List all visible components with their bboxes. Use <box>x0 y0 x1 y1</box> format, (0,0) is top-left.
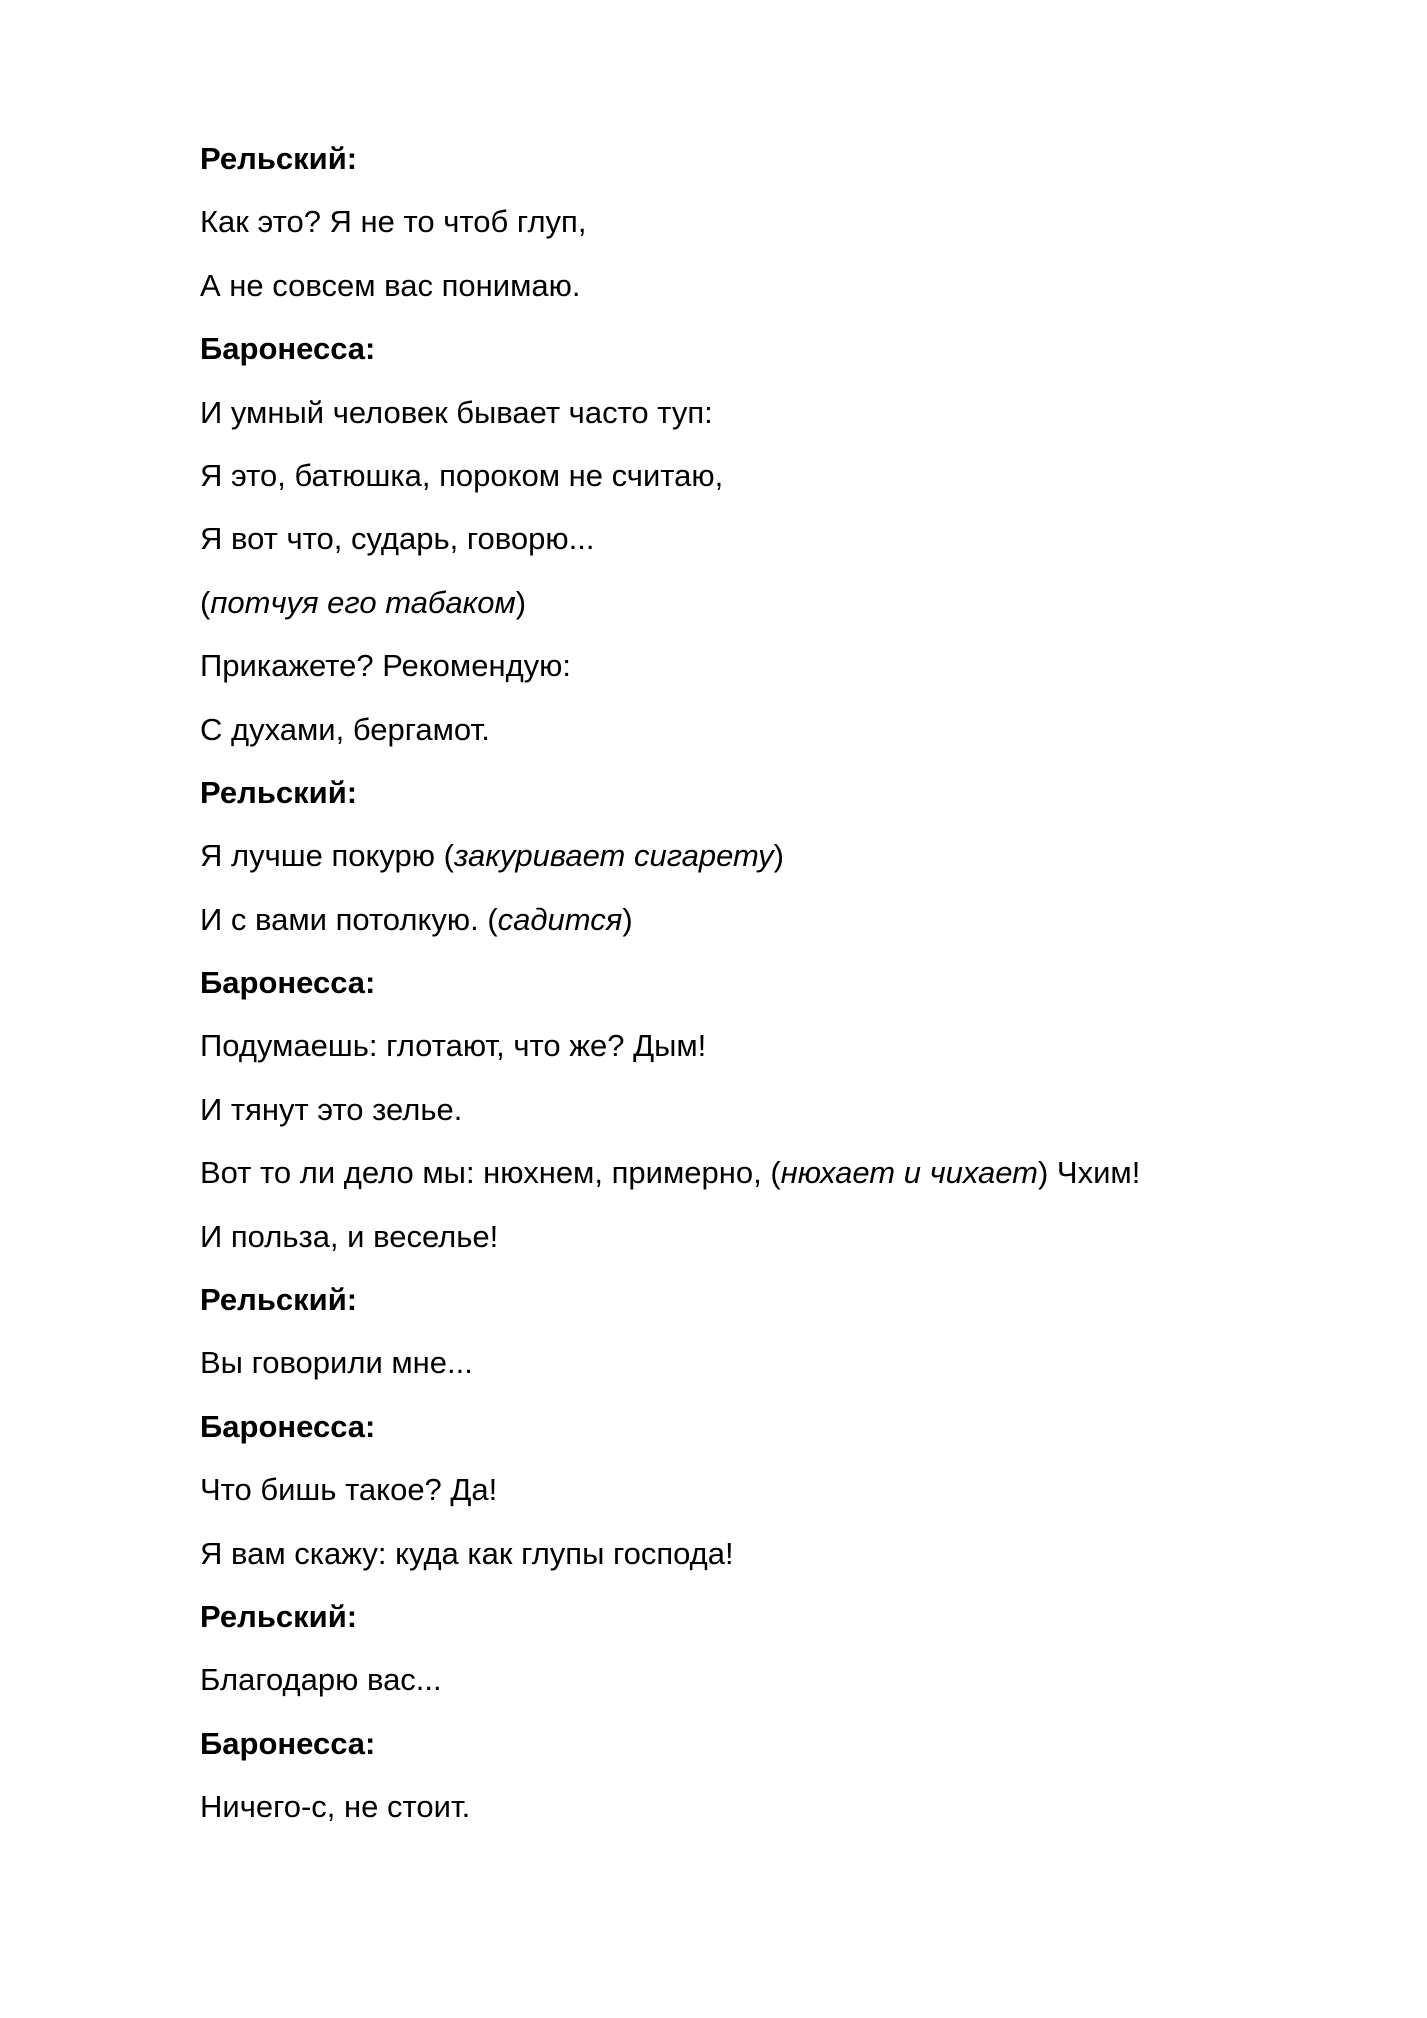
stage-direction-text: потчуя его табаком <box>210 584 516 620</box>
text-segment: Баронесса: <box>200 331 376 367</box>
text-segment: Подумаешь: глотают, что же? Дым! <box>200 1028 707 1064</box>
text-segment: Рельский: <box>200 1282 358 1318</box>
text-segment: А не совсем вас понимаю. <box>200 267 581 303</box>
speaker-label <box>200 127 1280 190</box>
dialogue-line <box>200 1648 1280 1711</box>
text-segment: Я это, батюшка, пороком не считаю, <box>200 457 724 493</box>
dialogue-line <box>200 507 1280 570</box>
text-segment: Рельский: <box>200 774 358 810</box>
text-segment: Я лучше покурю ( <box>200 838 454 874</box>
dialogue-line <box>200 1458 1280 1521</box>
speaker-label <box>200 1395 1280 1458</box>
stage-direction-text: садится <box>497 901 623 937</box>
dialogue-line <box>200 698 1280 761</box>
speaker-label <box>200 951 1280 1014</box>
dialogue-line <box>200 381 1280 444</box>
text-segment: Баронесса: <box>200 1408 376 1444</box>
text-segment: Как это? Я не то чтоб глуп, <box>200 204 587 240</box>
dialogue-line <box>200 1014 1280 1077</box>
text-segment: Я вам скажу: куда как глупы господа! <box>200 1535 734 1571</box>
text-segment: Рельский: <box>200 1598 358 1634</box>
text-segment: Рельский: <box>200 141 358 176</box>
dialogue-line <box>200 254 1280 317</box>
speaker-label <box>200 761 1280 824</box>
text-segment: ) <box>515 584 527 620</box>
text-segment: И умный человек бывает часто туп: <box>200 394 713 430</box>
dialogue-line <box>200 634 1280 697</box>
dialogue-line <box>200 1331 1280 1394</box>
text-segment: ) <box>622 901 633 937</box>
text-segment: И тянут это зелье. <box>200 1091 463 1127</box>
text-segment: Что бишь такое? Да! <box>200 1472 498 1508</box>
dialogue-line <box>200 824 1280 887</box>
speaker-label <box>200 1712 1280 1775</box>
text-segment: С духами, бергамот. <box>200 711 490 747</box>
dialogue-line <box>200 888 1280 951</box>
dialogue-line <box>200 444 1280 507</box>
text-segment: Вы говорили мне... <box>200 1345 473 1381</box>
text-segment: Я вот что, сударь, говорю... <box>200 521 595 557</box>
text-segment: Баронесса: <box>200 1725 376 1761</box>
text-segment: Прикажете? Рекомендую: <box>200 648 572 684</box>
dialogue-line <box>200 1141 1280 1204</box>
text-segment: Вот то ли дело мы: нюхнем, примерно, ( <box>200 1155 781 1191</box>
text-segment: ) <box>773 838 784 874</box>
speaker-label <box>200 1268 1280 1331</box>
text-segment: И польза, и веселье! <box>200 1218 499 1254</box>
dialogue-line <box>200 571 1280 634</box>
script-text-block <box>200 127 1280 1839</box>
text-segment: ( <box>200 584 211 620</box>
stage-direction-text: нюхает и чихает <box>780 1155 1038 1191</box>
speaker-label <box>200 317 1280 380</box>
text-segment: Благодарю вас... <box>200 1662 442 1698</box>
text-segment: Баронесса: <box>200 965 376 1001</box>
stage-direction-text: закуривает сигарету <box>453 838 774 874</box>
dialogue-line <box>200 1775 1280 1838</box>
text-segment: ) Чхим! <box>1037 1155 1141 1191</box>
dialogue-line <box>200 1522 1280 1585</box>
text-segment: И с вами потолкую. ( <box>200 901 498 937</box>
text-segment: Ничего-с, не стоит. <box>200 1789 471 1825</box>
dialogue-line <box>200 1205 1280 1268</box>
dialogue-line <box>200 190 1280 253</box>
speaker-label <box>200 1585 1280 1648</box>
dialogue-line <box>200 1078 1280 1141</box>
